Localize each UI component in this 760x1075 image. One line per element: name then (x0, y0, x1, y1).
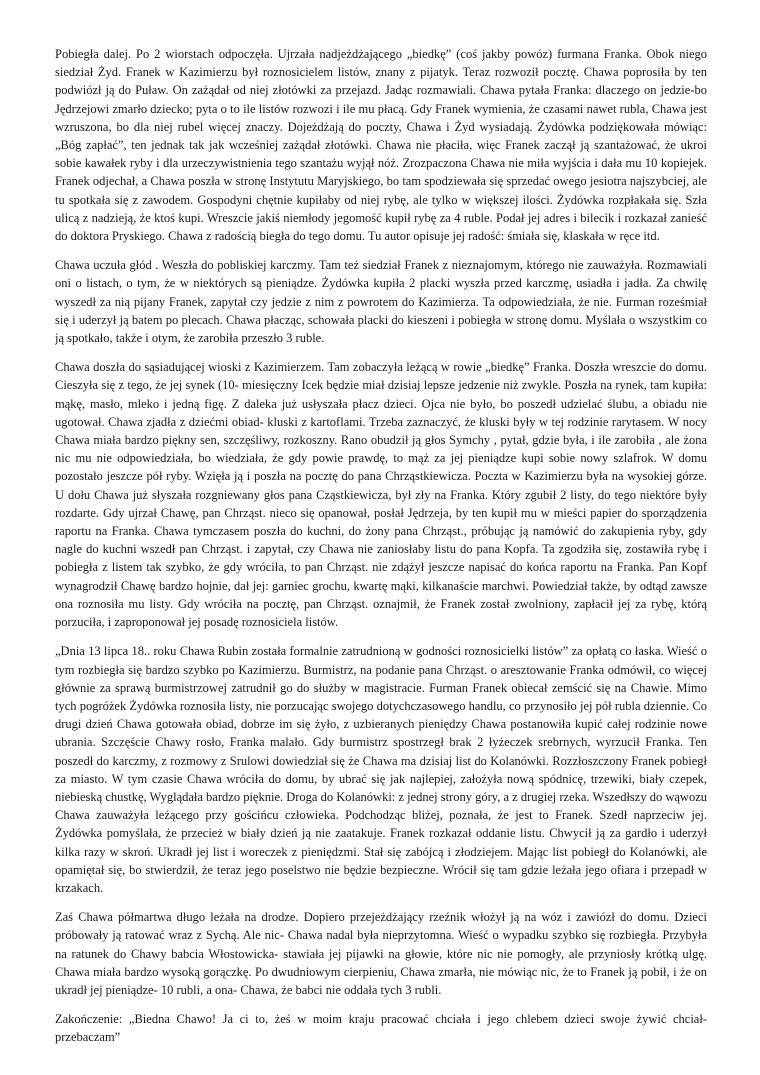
paragraph-death: Zaś Chawa półmartwa długo leżała na drodze. Dopiero przejeżdżający rzeźnik włożył ją na wóz i zawiózł do domu. Dzieci próbowały ją ratować wraz z Sychą. Ale nic- Chawa nadal była nieprzytomna. Wieść o wypadku szybko się rozbiegła. Przybyła na ratunek do Chawy babcia Włostowicka- stawiała jej pijawki na głowie, które nic nie pomogły, ale przyniosły krótką ulgę. Chawa miała bardzo wysoką gorączkę. Po dwudniowym cierpieniu, Chawa zmarła, nie mówiąc nic, że to Franek ją pobił, i że on ukradł jej pieniądze- 10 rubli, a ona- Chawa, że babci nie oddała tych 3 rubli. (55, 910, 707, 997)
paragraph-conclusion: Zakończenie: „Biedna Chawo! Ja ci to, żeś w moim kraju pracować chciała i jego chlebem dzieci swoje żywić chciał-przebaczam” (55, 1012, 707, 1045)
document-page (55, 45, 707, 1058)
paragraph-karczma: Chawa uczuła głód . Weszła do pobliskiej karczmy. Tam też siedział Franek z nieznajomym, którego nie zauważyła. Rozmawiali oni o listach, o tym, że w niektórych są pieniądze. Żydówka kupiła 2 placki wyszła przed karczmę, usiadła i jadła. Za chwilę wyszedł za nią pijany Franek, zapytał czy jedzie z nim z powrotem do Kazimierza. Ta odpowiedziała, że nie. Furman roześmiał się i uderzył ją batem po plecach. Chawa płacząc, schowała placki do kieszeni i pobiegła w stronę domu. Myślała o wszystkim co ją spotkało, także i otym, że zarobiła przeszło 3 ruble. (55, 258, 707, 346)
paragraph-return-home: Chawa doszła do sąsiadującej wioski z Kazimierzem. Tam zobaczyła leżącą w rowie „biedkę” Franka. Doszła wreszcie do domu. Cieszyła się z tego, że jej synek (10- miesięczny Icek będzie miał dzisiaj lepsze jedzenie niż zwykle. Poszła na rynek, tam kupiła: mąkę, masło, mleko i jedną figę. Z daleka już usłyszała płacz dzieci. Ojca nie było, bo poszedł udzielać ślubu, a obiadu nie ugotował. Chawa zjadła z dziećmi obiad- kluski z kartoflami. Trzeba zaznaczyć, że kluski były w tej rodzinie rarytasem. W nocy Chawa miała bardzo piękny sen, szczęśliwy, rozkoszny. Rano obudził ją głos Symchy , pytał, gdzie była, i ile zarobiła , ale żona nic mu nie odpowiedziała, bo wiedziała, że gdy powie prawdę, to mąż za jej pieniądze kupi sobie nowy szlafrok. W domu pozostało jeszcze pół ryby. Wzięła ją i poszła na pocztę do pana Chrząstkiewicza. Poczta w Kazimierzu była na wysokiej górze. U dołu Chawa już słyszała rozgniewany głos pana Cząstkiewicza, był zły na Franka. Który zgubił 2 listy, do tego niektóre były rozdarte. Gdy ujrzał Chawę, pan Chrząst. nieco się opanował, posłał Jędrzeja, by ten kupił mu w mieści papier do sporządzenia raportu na Franka. Chawa tymczasem poszła do kuchni, do żony pana Chrząst., próbując ją namówić do zakupienia ryby, gdy nagle do kuchni wszedł pan Chrząst. i zapytał, czy Chawa nie zaniosłaby listu do pana Kopfa. Ta zgodziła się, zostawiła rybę i pobiegła z listem tak szybko, że gdy wróciła, to pan Chrząst. nie zdążył jeszcze napisać do końca raportu na Franka. Pan Kopf wynagrodził Chawę bardzo hojnie, dał jej: garniec grochu, kwartę mąki, kilkanaście marchwi. Powiedział także, by odtąd zawsze ona roznosiła mu listy. Gdy wróciła na pocztę, pan Chrząst. oznajmił, że Franek został zwolniony, zapłacił jej za rybę, którą porzuciła, i zaproponował jej posadę roznosiciela listów. (55, 360, 707, 630)
paragraph-letter-carrier: „Dnia 13 lipca 18.. roku Chawa Rubin została formalnie zatrudnioną w godności roznosicielki listów” za opłatą co łaska. Wieść o tym rozbiegła się bardzo szybko po Kazimierzu. Burmistrz, na podanie pana Chrząst. o aresztowanie Franka odmówił, co więcej głównie za sprawą burmistrzowej zatrudnił go do służby w magistracie. Furman Franek obiecał zemścić się na Chawie. Mimo tych pogróżek Żydówka roznosiła listy, nie porzucając swojego dotychczasowego handlu, co przynosiło jej pół rubla dziennie. Co drugi dzień Chawa gotowała obiad, dobrze im się żyło, z uzbieranych pieniędzy Chawa postanowiła kupić całej rodzinie nowe ubrania. Szczęście Chawy rosło, Franka malało. Gdy burmistrz spostrzegł brak 2 łyżeczek srebrnych, wyrzucił Franka. Ten poszedł do karczmy, z rozmowy z Srulowi dowiedział się że Chawa ma dzisiaj list do Kolanówki. Rozzłoszczony Franek pobiegł za miasto. W tym czasie Chawa wróciła do domu, by ubrać się jak najlepiej, założyła nową spódnicę, trzewiki, biały czepek, niebieską chustkę, Wyglądała bardzo pięknie. Droga do Kolanówki: z jednej strony góry, a z drugiej rzeka. Wszedłszy do wąwozu Chawa zauważyła leżącego przy gościńcu człowieka. Podchodząc bliżej, poznała, że jest to Franek. Szedł naprzeciw jej. Żydówka pomyślała, że przecież w biały dzień ją nie zaatakuje. Franek rozkazał oddanie listu. Chwycił ją za gardło i uderzył kilka razy w skroń. Ukradł jej list i woreczek z pieniędzmi. Stał się zabójcą i złodziejem. Mając list pobiegł do Kolanówki, ale opamiętał się, bo stwierdził, że teraz jego poselstwo nie będzie bezpieczne. Wrócił się tam gdzie leżała jego ofiara i przepadł w krzakach. (55, 644, 707, 895)
paragraph-journey-to-pulawy: Pobiegła dalej. Po 2 wiorstach odpoczęła. Ujrzała nadjeżdżającego „biedkę” (coś jakby powóz) furmana Franka. Obok niego siedział Żyd. Franek w Kazimierzu był roznosicielem listów, znany z pijatyk. Teraz rozwoził pocztę. Chawa poprosiła by ten podwiózł ją do Puław. On zażądał od niej złotówki za przejazd. Jadąc rozmawiali. Chawa pytała Franka: dlaczego on jedzie-bo Jędrzejowi zmarło dziecko; pyta o to ile listów rozwozi i ile mu płacą. Gdy Franek wymienia, że czasami nawet rubla, Chawa jest wzruszona, bo dla niej rubel więcej znaczy. Dojeżdżają do poczty, Chawa i Żyd wysiadają. Żydówka podziękowała mówiąc: „Bóg zapłać”, ten jednak tak jak wcześniej zażądał złotówki. Chawa nie płaciła, więc Franek zaczął ją szantażować, że ukroi sobie kawałek ryby i dla urzeczywistnienia tego szantażu wyjął nóż. Zrozpaczona Chawa nie miła wyjścia i dała mu 10 kopiejek. Franek odjechał, a Chawa poszła w stronę Instytutu Maryjskiego, bo tam spodziewała się sprzedać owego jesiotra najszybciej, ale tu spotkała się z zawodem. Gospodyni chętnie kupiłaby od niej rybę, ale tylko w większej ilości. Żydówka rozpłakała się. Szła ulicą z nadzieją, że ktoś kupi. Wreszcie jakiś niemłody jegomość kupił rybę za 4 ruble. Podał jej adres i bilecik i rozkazał zanieść do doktora Pryskiego. Chawa z radością biegła do tego domu. Tu autor opisuje jej radość: śmiała się, klaskała w ręce itd. (55, 47, 707, 244)
